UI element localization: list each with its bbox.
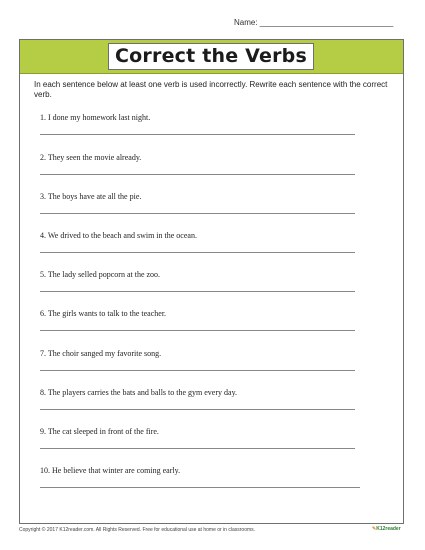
worksheet-title: Correct the Verbs bbox=[115, 45, 307, 67]
exercise-sentence: 5. The lady selled popcorn at the zoo. bbox=[40, 270, 161, 279]
exercise-item bbox=[40, 427, 360, 437]
exercise-sentence: 10. He believe that winter are coming early. bbox=[40, 466, 181, 475]
worksheet-frame bbox=[19, 39, 404, 524]
logo-text: K12reader bbox=[376, 526, 401, 532]
exercise-item bbox=[40, 349, 360, 359]
exercise-item bbox=[40, 113, 360, 123]
answer-line[interactable] bbox=[40, 330, 355, 331]
exercise-item bbox=[40, 388, 360, 398]
logo-mark-icon: ✎ bbox=[372, 526, 377, 532]
title-banner bbox=[20, 40, 403, 74]
exercise-sentence: 9. The cat sleeped in front of the fire. bbox=[40, 427, 159, 436]
answer-line[interactable] bbox=[40, 487, 360, 488]
k12reader-logo bbox=[372, 526, 401, 532]
answer-line[interactable] bbox=[40, 252, 355, 253]
answer-line[interactable] bbox=[40, 174, 355, 175]
exercise-sentence: 7. The choir sanged my favorite song. bbox=[40, 349, 162, 358]
instructions: In each sentence below at least one verb is used incorrectly. Rewrite each sentence with the correct verb. bbox=[34, 80, 388, 99]
exercise-sentence: 8. The players carries the bats and balls to the gym every day. bbox=[40, 388, 238, 397]
exercise-item bbox=[40, 153, 360, 163]
answer-line[interactable] bbox=[40, 448, 355, 449]
answer-line[interactable] bbox=[40, 213, 355, 214]
exercise-sentence: 6. The girls wants to talk to the teacher. bbox=[40, 309, 167, 318]
name-label: Name: ______________________________ bbox=[234, 18, 394, 27]
copyright-footer: Copyright © 2017 K12reader.com. All Rights Reserved. Free for educational use at home or in classrooms. bbox=[19, 527, 256, 533]
answer-line[interactable] bbox=[40, 291, 355, 292]
answer-line[interactable] bbox=[40, 134, 355, 135]
exercise-item bbox=[40, 466, 360, 476]
exercise-item bbox=[40, 231, 360, 241]
exercise-sentence: 3. The boys have ate all the pie. bbox=[40, 192, 142, 201]
answer-line[interactable] bbox=[40, 409, 355, 410]
title-box bbox=[108, 43, 314, 70]
exercise-item bbox=[40, 309, 360, 319]
exercise-sentence: 1. I done my homework last night. bbox=[40, 113, 151, 122]
exercise-sentence: 4. We drived to the beach and swim in the ocean. bbox=[40, 231, 197, 240]
exercise-item bbox=[40, 270, 360, 280]
answer-line[interactable] bbox=[40, 370, 355, 371]
exercise-sentence: 2. They seen the movie already. bbox=[40, 153, 142, 162]
exercise-item bbox=[40, 192, 360, 202]
